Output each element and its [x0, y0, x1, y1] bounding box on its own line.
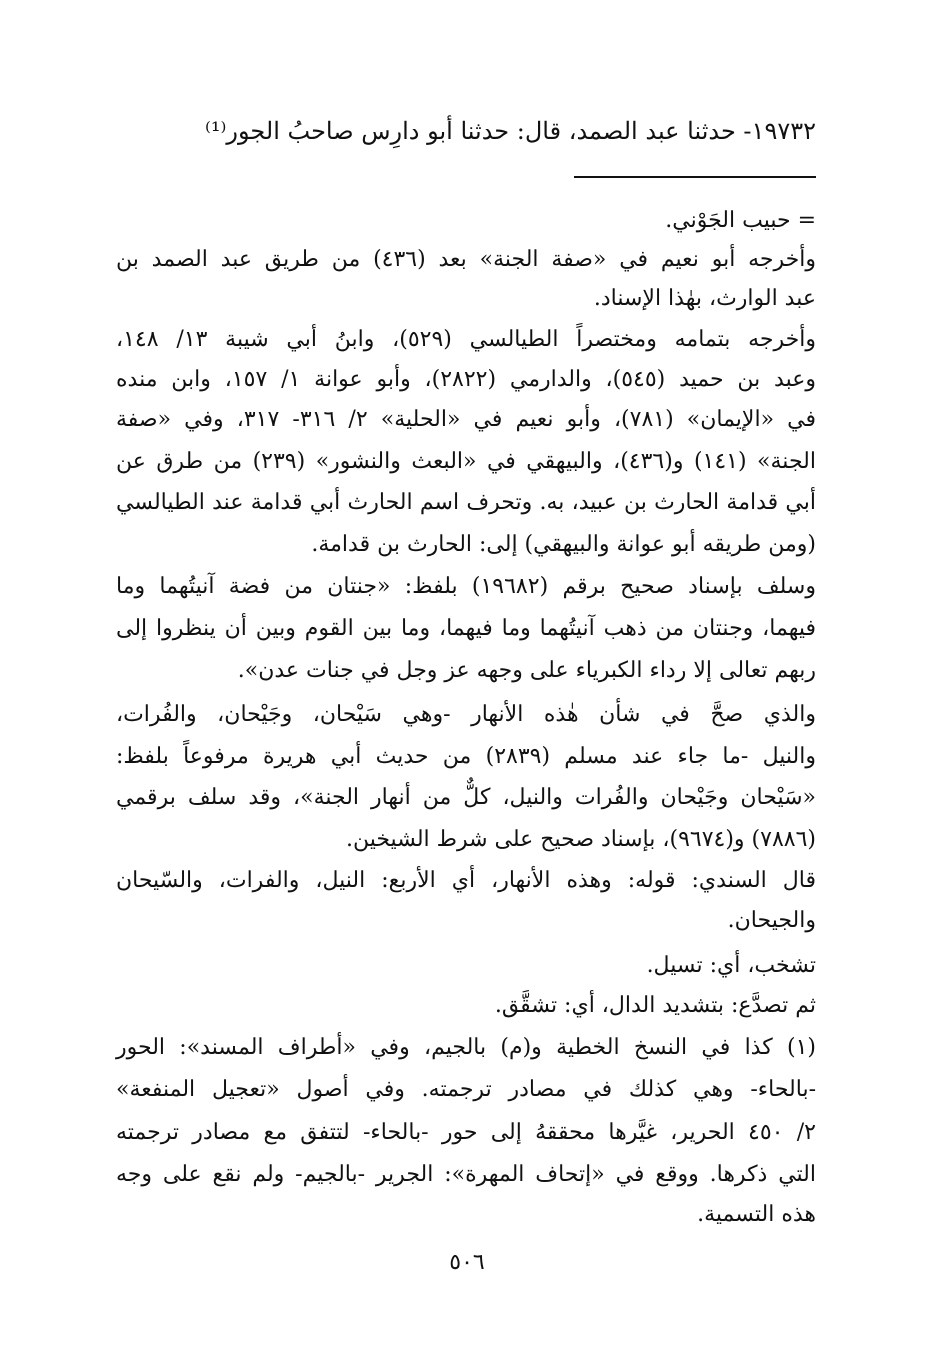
text-line-18: والجيحان. [727, 908, 816, 933]
text-line-9: (ومن طريقه أبو عوانة والبيهقي) إلى: الحارث بن قدامة. [311, 532, 816, 557]
text-line-16: (٧٨٨٦) و(٩٦٧٤)، بإسناد صحيح على شرط الشيخين. [345, 827, 816, 852]
text-line-15: «سَيْحان وجَيْحان والفُرات والنيل، كلٌّ من أنهار الجنة»، وقد سلف برقمي [116, 785, 816, 810]
text-line-25: هذه التسمية. [697, 1202, 816, 1227]
text-line-1: = حبيب الجَوْني. [665, 208, 816, 233]
text-line-7: الجنة» (١٤١) و(٤٣٦)، والبيهقي في «البعث والنشور» (٢٣٩) من طرق عن [116, 449, 816, 474]
text-line-3: عبد الوارث، بهٰذا الإسناد. [593, 286, 816, 311]
text-line-2: وأخرجه أبو نعيم في «صفة الجنة» بعد (٤٣٦) من طريق عبد الصمد بن [116, 247, 816, 272]
footnote-separator [574, 176, 816, 178]
page-number: ٥٠٦ [449, 1250, 485, 1275]
text-line-23: ٢/ ٤٥٠ الحرير، غيَّرها محققهُ إلى حور -بالحاء- لتتفق مع مصادر ترجمته [116, 1120, 816, 1145]
text-line-6: في «الإيمان» (٧٨١)، وأبو نعيم في «الحلية» ٢/ ٣١٦- ٣١٧، وفي «صفة [116, 407, 817, 432]
hadith-heading: ١٩٧٣٢- حدثنا عبد الصمد، قال: حدثنا أبو دارِس صاحبُ الجور⁽¹⁾ [204, 117, 816, 145]
text-line-19: تشخب، أي: تسيل. [646, 953, 816, 978]
text-line-11: فيهما، وجنتان من ذهب آنيتُهما وما فيهما، وما بين القوم وبين أن ينظروا إلى [116, 616, 816, 641]
text-line-10: وسلف بإسناد صحيح برقم (١٩٦٨٢) بلفظ: «جنتان من فضة آنيتُهما وما [116, 574, 816, 599]
text-line-4: وأخرجه بتمامه ومختصراً الطيالسي (٥٢٩)، وابنُ أبي شيبة ١٣/ ١٤٨، [116, 327, 817, 352]
text-line-21: (١) كذا في النسخ الخطية و(م) بالجيم، وفي «أطراف المسند»: الحور [116, 1035, 816, 1060]
text-line-24: التي ذكرها. ووقع في «إتحاف المهرة»: الجرير -بالجيم- ولم نقع على وجه [116, 1162, 816, 1187]
text-line-13: والذي صحَّ في شأن هٰذه الأنهار -وهي سَيْحان، وجَيْحان، والفُرات، [116, 702, 816, 727]
text-line-5: وعبد بن حميد (٥٤٥)، والدارمي (٢٨٢٢)، وأبو عوانة ١/ ١٥٧، وابن منده [116, 367, 816, 392]
text-line-8: أبي قدامة الحارث بن عبيد، به. وتحرف اسم الحارث أبي قدامة عند الطيالسي [116, 490, 816, 515]
text-line-14: والنيل -ما جاء عند مسلم (٢٨٣٩) من حديث أبي هريرة مرفوعاً بلفظ: [116, 744, 816, 769]
text-line-12: ربهم تعالى إلا رداء الكبرياء على وجهه عز وجل في جنات عدن». [237, 658, 816, 683]
text-line-17: قال السندي: قوله: وهذه الأنهار، أي الأربع: النيل، والفرات، والسّيحان [116, 868, 816, 893]
text-line-22: -بالحاء- وهي كذلك في مصادر ترجمته. وفي أصول «تعجيل المنفعة» [116, 1077, 816, 1102]
text-line-20: ثم تصدَّع: بتشديد الدال، أي: تشقَّق. [494, 993, 816, 1018]
